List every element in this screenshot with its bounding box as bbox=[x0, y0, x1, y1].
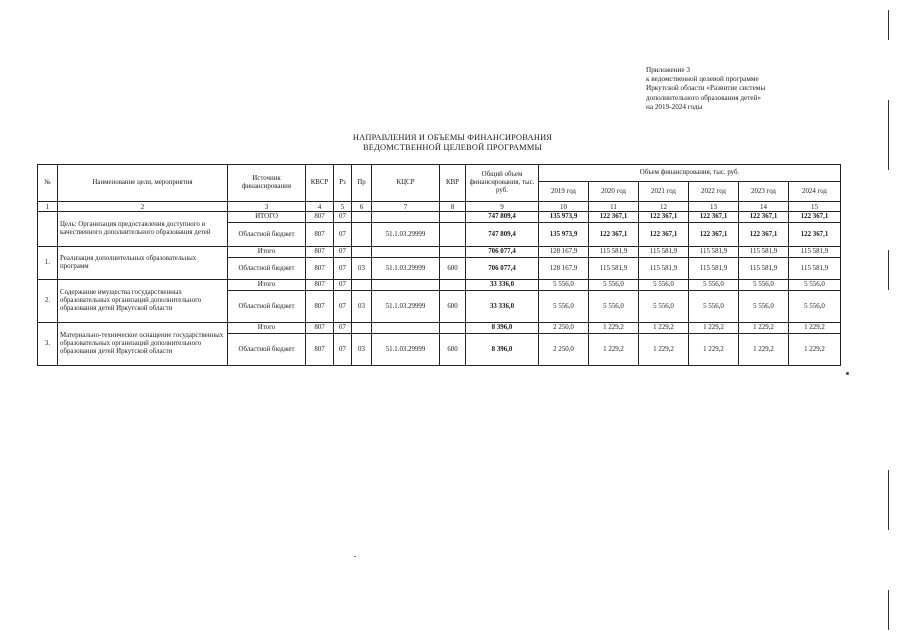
total-cell: 706 077,4 bbox=[466, 247, 539, 258]
funding-source: Областной бюджет bbox=[228, 291, 306, 323]
header-volume: Объем финансирования, тыс. руб. bbox=[539, 165, 841, 182]
kvsr-cell: 807 bbox=[306, 223, 334, 247]
column-number: 11 bbox=[589, 202, 639, 212]
header-year: 2023 год bbox=[739, 182, 789, 202]
header-year: 2020 год bbox=[589, 182, 639, 202]
header-year: 2019 год bbox=[539, 182, 589, 202]
kvsr-cell: 807 bbox=[306, 280, 334, 291]
total-cell: 747 809,4 bbox=[466, 223, 539, 247]
year-value-cell: 1 229,2 bbox=[689, 334, 739, 366]
header-kvsr: КВСР bbox=[306, 165, 334, 202]
rz-cell: 07 bbox=[334, 212, 352, 223]
kcsr-cell bbox=[372, 212, 440, 223]
kcsr-cell: 51.1.03.29999 bbox=[372, 258, 440, 280]
page-title: НАПРАВЛЕНИЯ И ОБЪЕМЫ ФИНАНСИРОВАНИЯ bbox=[352, 133, 553, 142]
pr-cell: 03 bbox=[352, 334, 372, 366]
rz-cell: 07 bbox=[334, 334, 352, 366]
column-number: 1 bbox=[38, 202, 58, 212]
year-value-cell: 122 367,1 bbox=[789, 212, 841, 223]
column-number: 6 bbox=[352, 202, 372, 212]
header-kvr: КВР bbox=[440, 165, 466, 202]
annex-line: Иркутской области «Развитие системы bbox=[646, 84, 766, 93]
year-value-cell: 115 581,9 bbox=[589, 258, 639, 280]
kvr-cell: 600 bbox=[440, 334, 466, 366]
year-value-cell: 115 581,9 bbox=[739, 258, 789, 280]
kvr-cell: 600 bbox=[440, 258, 466, 280]
kvr-cell bbox=[440, 223, 466, 247]
table-body bbox=[38, 165, 841, 366]
year-value-cell: 115 581,9 bbox=[689, 247, 739, 258]
year-value-cell: 135 973,9 bbox=[539, 212, 589, 223]
year-value-cell: 1 229,2 bbox=[689, 323, 739, 334]
kvsr-cell: 807 bbox=[306, 212, 334, 223]
header-rz: Рз bbox=[334, 165, 352, 202]
year-value-cell: 128 167,9 bbox=[539, 247, 589, 258]
scan-artifact-line bbox=[888, 470, 889, 530]
scan-artifact-line bbox=[888, 10, 889, 40]
kvr-cell bbox=[440, 280, 466, 291]
year-value-cell: 1 229,2 bbox=[639, 334, 689, 366]
kvr-cell: 600 bbox=[440, 291, 466, 323]
year-value-cell: 5 556,0 bbox=[739, 291, 789, 323]
header-name: Наименование цели, мероприятия bbox=[58, 165, 228, 202]
column-number: 3 bbox=[228, 202, 306, 212]
column-number: 12 bbox=[639, 202, 689, 212]
total-cell: 8 396,0 bbox=[466, 334, 539, 366]
table-row bbox=[38, 212, 841, 223]
pr-cell bbox=[352, 212, 372, 223]
header-year: 2021 год bbox=[639, 182, 689, 202]
kvr-cell bbox=[440, 212, 466, 223]
column-number: 7 bbox=[372, 202, 440, 212]
scan-speck bbox=[354, 556, 356, 557]
header-pr: Пр bbox=[352, 165, 372, 202]
annex-line: Приложение 3 bbox=[646, 66, 690, 74]
pr-cell bbox=[352, 247, 372, 258]
year-value-cell: 1 229,2 bbox=[789, 323, 841, 334]
year-value-cell: 115 581,9 bbox=[689, 258, 739, 280]
year-value-cell: 5 556,0 bbox=[639, 280, 689, 291]
column-number: 13 bbox=[689, 202, 739, 212]
funding-source: ИТОГО bbox=[228, 212, 306, 223]
year-value-cell: 5 556,0 bbox=[789, 280, 841, 291]
year-value-cell: 122 367,1 bbox=[689, 212, 739, 223]
year-value-cell: 5 556,0 bbox=[639, 291, 689, 323]
year-value-cell: 115 581,9 bbox=[789, 258, 841, 280]
column-number: 5 bbox=[334, 202, 352, 212]
kcsr-cell bbox=[372, 280, 440, 291]
table-row bbox=[38, 280, 841, 291]
measure-number: 2. bbox=[38, 280, 58, 323]
kcsr-cell bbox=[372, 247, 440, 258]
year-value-cell: 1 229,2 bbox=[739, 334, 789, 366]
header-num: № bbox=[38, 165, 58, 202]
funding-source: Областной бюджет bbox=[228, 334, 306, 366]
kcsr-cell: 51.1.03.29999 bbox=[372, 291, 440, 323]
year-value-cell: 122 367,1 bbox=[639, 212, 689, 223]
measure-name: Содержание имущества государственных образовательных организаций дополнительного образования детей Иркутской области bbox=[58, 280, 228, 323]
year-value-cell: 115 581,9 bbox=[789, 247, 841, 258]
year-value-cell: 5 556,0 bbox=[539, 291, 589, 323]
year-value-cell: 115 581,9 bbox=[589, 247, 639, 258]
kvsr-cell: 807 bbox=[306, 291, 334, 323]
year-value-cell: 128 167,9 bbox=[539, 258, 589, 280]
year-value-cell: 1 229,2 bbox=[789, 334, 841, 366]
header-kcsr: КЦСР bbox=[372, 165, 440, 202]
annex-line: к ведомственной целевой программе bbox=[646, 75, 759, 84]
total-cell: 706 077,4 bbox=[466, 258, 539, 280]
goal-name: Цель: Организация предоставления доступного и качественного дополнительного образования детей bbox=[58, 212, 228, 247]
annex-line: дополнительного образования детей» bbox=[646, 93, 761, 102]
year-value-cell: 115 581,9 bbox=[739, 247, 789, 258]
measure-number: 3. bbox=[38, 323, 58, 366]
year-value-cell: 5 556,0 bbox=[689, 280, 739, 291]
pr-cell bbox=[352, 223, 372, 247]
rz-cell: 07 bbox=[334, 280, 352, 291]
financing-table bbox=[37, 164, 841, 366]
year-value-cell: 135 973,9 bbox=[539, 223, 589, 247]
column-numbers-row bbox=[38, 202, 841, 212]
header-year: 2022 год bbox=[689, 182, 739, 202]
kvr-cell bbox=[440, 247, 466, 258]
kvr-cell bbox=[440, 323, 466, 334]
total-cell: 33 336,0 bbox=[466, 291, 539, 323]
column-number: 2 bbox=[58, 202, 228, 212]
year-value-cell: 5 556,0 bbox=[539, 280, 589, 291]
year-value-cell: 122 367,1 bbox=[739, 223, 789, 247]
year-value-cell: 122 367,1 bbox=[689, 223, 739, 247]
kvsr-cell: 807 bbox=[306, 258, 334, 280]
funding-source: Итого bbox=[228, 280, 306, 291]
kvsr-cell: 807 bbox=[306, 323, 334, 334]
measure-name: Реализация дополнительных образовательных программ bbox=[58, 247, 228, 280]
kcsr-cell: 51.1.03.29999 bbox=[372, 223, 440, 247]
header-row bbox=[38, 165, 841, 182]
table-row bbox=[38, 247, 841, 258]
year-value-cell: 1 229,2 bbox=[639, 323, 689, 334]
year-value-cell: 2 250,0 bbox=[539, 334, 589, 366]
year-value-cell: 1 229,2 bbox=[739, 323, 789, 334]
column-number: 8 bbox=[440, 202, 466, 212]
year-value-cell: 122 367,1 bbox=[639, 223, 689, 247]
scan-speck bbox=[846, 372, 849, 375]
measure-number: 1. bbox=[38, 247, 58, 280]
column-number: 4 bbox=[306, 202, 334, 212]
pr-cell: 03 bbox=[352, 258, 372, 280]
kvsr-cell: 807 bbox=[306, 334, 334, 366]
measure-name: Материально-техническое оснащение государственных образовательных организаций дополнительного образования детей Иркутской области bbox=[58, 323, 228, 366]
header-source: Источник финансирования bbox=[228, 165, 306, 202]
year-value-cell: 122 367,1 bbox=[739, 212, 789, 223]
kvsr-cell: 807 bbox=[306, 247, 334, 258]
funding-source: Итого bbox=[228, 247, 306, 258]
total-cell: 747 809,4 bbox=[466, 212, 539, 223]
year-value-cell: 115 581,9 bbox=[639, 258, 689, 280]
year-value-cell: 1 229,2 bbox=[589, 323, 639, 334]
column-number: 15 bbox=[789, 202, 841, 212]
annex-line: на 2019-2024 годы bbox=[646, 102, 703, 111]
pr-cell: 03 bbox=[352, 291, 372, 323]
year-value-cell: 5 556,0 bbox=[589, 280, 639, 291]
rz-cell: 07 bbox=[334, 258, 352, 280]
goal-num-cell bbox=[38, 212, 58, 247]
kcsr-cell bbox=[372, 323, 440, 334]
year-value-cell: 5 556,0 bbox=[739, 280, 789, 291]
year-value-cell: 5 556,0 bbox=[789, 291, 841, 323]
year-value-cell: 122 367,1 bbox=[589, 223, 639, 247]
column-number: 10 bbox=[539, 202, 589, 212]
year-value-cell: 1 229,2 bbox=[589, 334, 639, 366]
year-value-cell: 122 367,1 bbox=[589, 212, 639, 223]
funding-source: Областной бюджет bbox=[228, 258, 306, 280]
year-value-cell: 122 367,1 bbox=[789, 223, 841, 247]
pr-cell bbox=[352, 280, 372, 291]
kcsr-cell: 51.1.03.29999 bbox=[372, 334, 440, 366]
year-value-cell: 115 581,9 bbox=[639, 247, 689, 258]
year-value-cell: 2 250,0 bbox=[539, 323, 589, 334]
pr-cell bbox=[352, 323, 372, 334]
scan-artifact-line bbox=[888, 250, 889, 290]
total-cell: 33 336,0 bbox=[466, 280, 539, 291]
year-value-cell: 5 556,0 bbox=[689, 291, 739, 323]
rz-cell: 07 bbox=[334, 323, 352, 334]
rz-cell: 07 bbox=[334, 247, 352, 258]
annex-note bbox=[646, 66, 816, 112]
table-row bbox=[38, 323, 841, 334]
header-year: 2024 год bbox=[789, 182, 841, 202]
header-total: Общий объем финансирования, тыс. руб. bbox=[466, 165, 539, 202]
column-number: 14 bbox=[739, 202, 789, 212]
rz-cell: 07 bbox=[334, 291, 352, 323]
column-number: 9 bbox=[466, 202, 539, 212]
year-value-cell: 5 556,0 bbox=[589, 291, 639, 323]
rz-cell: 07 bbox=[334, 223, 352, 247]
scan-artifact-line bbox=[888, 590, 889, 630]
page-subtitle: ВЕДОМСТВЕННОЙ ЦЕЛЕВОЙ ПРОГРАММЫ bbox=[363, 143, 542, 152]
funding-source: Областной бюджет bbox=[228, 223, 306, 247]
total-cell: 8 396,0 bbox=[466, 323, 539, 334]
funding-source: Итого bbox=[228, 323, 306, 334]
